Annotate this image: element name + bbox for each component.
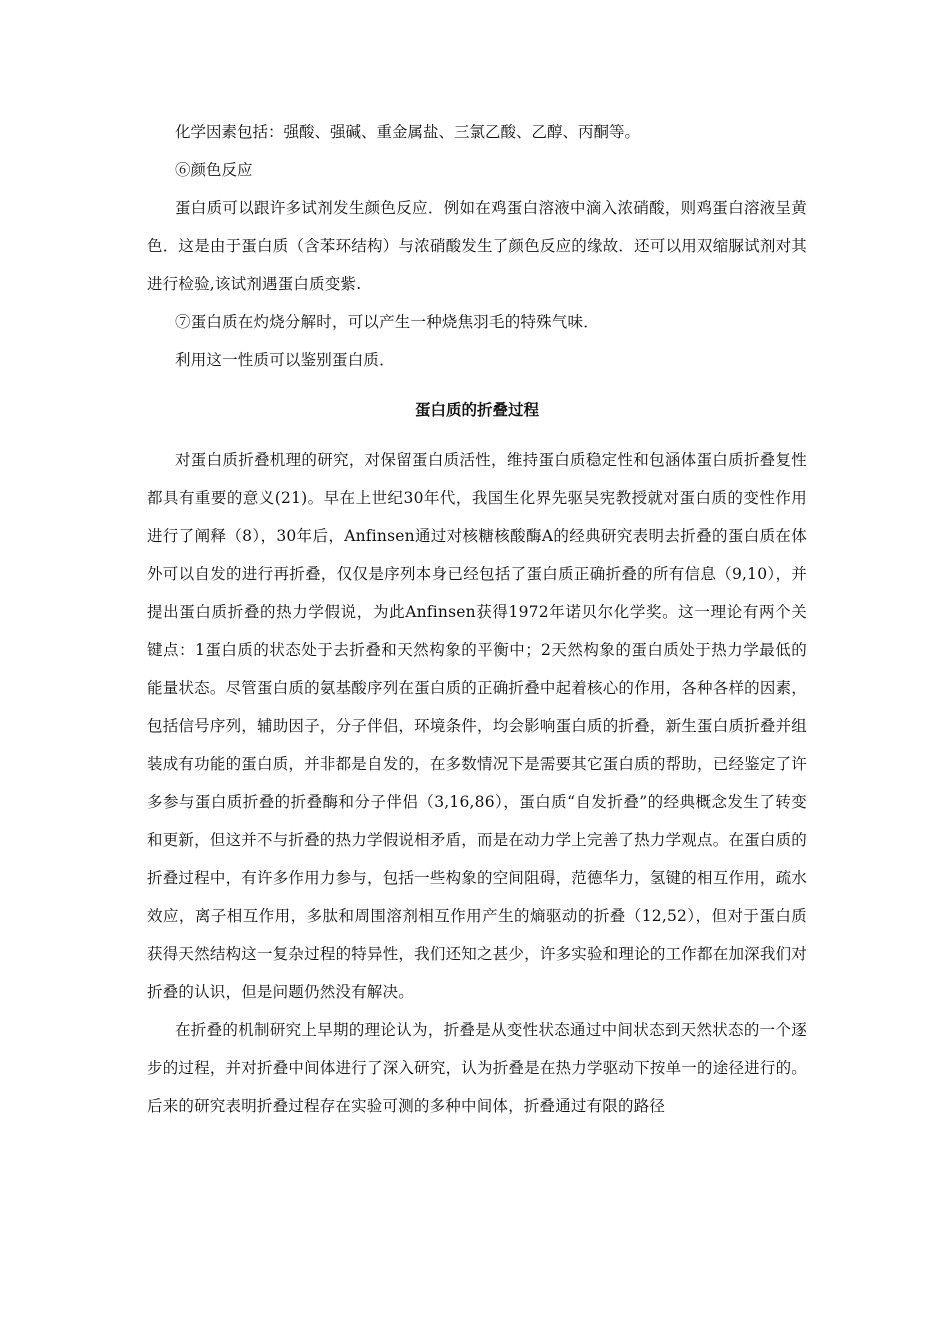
color-reaction-paragraph: 蛋白质可以跟许多试剂发生颜色反应．例如在鸡蛋白溶液中滴入浓硝酸，则鸡蛋白溶液呈黄色．这是由于蛋白质（含苯环结构）与浓硝酸发生了颜色反应的缘故．还可以用双缩脲试剂对其进行检验,该试剂遇蛋白质变紫. [147,199,807,293]
folding-paragraph-2: 在折叠的机制研究上早期的理论认为，折叠是从变性状态通过中间状态到天然状态的一个逐步的过程，并对折叠中间体进行了深入研究，认为折叠是在热力学驱动下按单一的途径进行的。后来的研究表明折叠过程存在实验可测的多种中间体，折叠通过有限的路径 [147,1020,807,1115]
identification-text: 利用这一性质可以鉴别蛋白质． [175,351,395,369]
document-body [147,122,807,1125]
section-title: 蛋白质的折叠过程 [414,400,539,419]
chemical-factors-text: 化学因素包括：强酸、强碱、重金属盐、三氯乙酸、乙醇、丙酮等。 [175,123,641,141]
burning-smell-text: ⑦蛋白质在灼烧分解时，可以产生一种烧焦羽毛的特殊气味． [175,313,599,331]
folding-paragraph-1: 对蛋白质折叠机理的研究，对保留蛋白质活性，维持蛋白质稳定性和包涵体蛋白质折叠复性都具有重要的意义(21)。早在上世纪30年代，我国生化界先驱吴宪教授就对蛋白质的变性作用进行了阐释（8），30年后，Anfinsen通过对核糖核酸酶A的经典研究表明去折叠的蛋白质在体外可以自发的进行再折叠，仅仅是序列本身已经包括了蛋白质正确折叠的所有信息（9,10），并提出蛋白质折叠的热力学假说，为此Anfinsen获得1972年诺贝尔化学奖。这一理论有两个关键点：1蛋白质的状态处于去折叠和天然构象的平衡中；2天然构象的蛋白质处于热力学最低的能量状态。尽管蛋白质的氨基酸序列在蛋白质的正确折叠中起着核心的作用，各种各样的因素，包括信号序列，辅助因子，分子伴侣，环境条件，均会影响蛋白质的折叠，新生蛋白质折叠并组装成有功能的蛋白质，并非都是自发的，在多数情况下是需要其它蛋白质的帮助，已经鉴定了许多参与蛋白质折叠的折叠酶和分子伴侣（3,16,86），蛋白质“自发折叠”的经典概念发生了转变和更新，但这并不与折叠的热力学假说相矛盾，而是在动力学上完善了热力学观点。在蛋白质的折叠过程中，有许多作用力参与，包括一些构象的空间阻碍，范德华力，氢键的相互作用，疏水效应，离子相互作用，多肽和周围溶剂相互作用产生的熵驱动的折叠（12,52），但对于蛋白质获得天然结构这一复杂过程的特异性，我们还知之甚少，许多实验和理论的工作都在加深我们对折叠的认识，但是问题仍然没有解决。 [147,450,807,1001]
color-reaction-heading: ⑥颜色反应 [175,161,253,179]
